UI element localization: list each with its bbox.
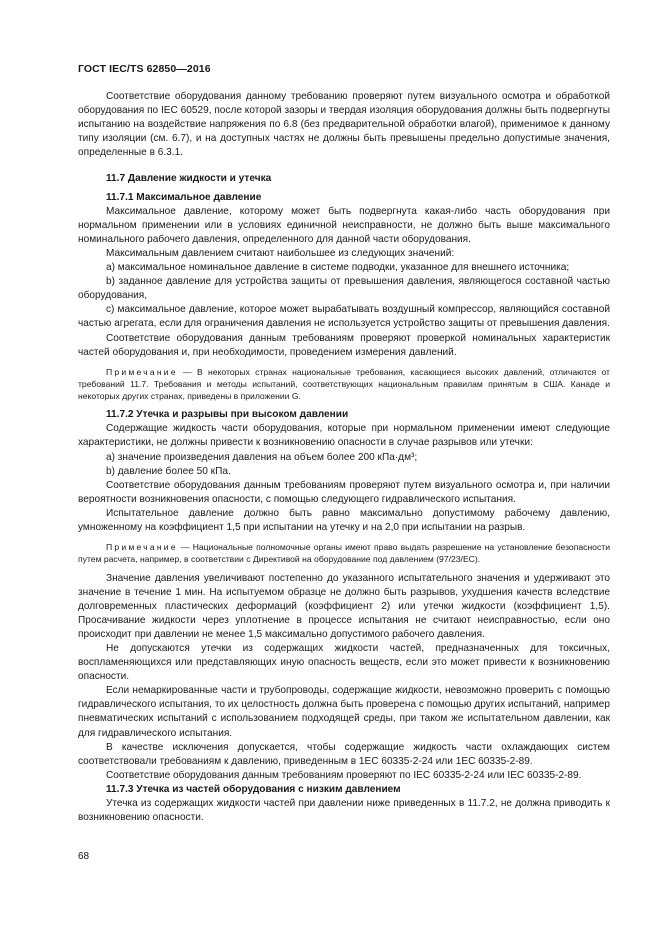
paragraph: Испытательное давление должно быть равно максимально допустимому рабочему давлению, умноженному на коэффициент 1,5 при испытании на утечку и на 2,0 при испытании на разрыв. bbox=[78, 507, 610, 534]
paragraph: Соответствие оборудования данным требованиям проверяют путем визуального осмотра и, при наличии вероятности возникновения опасности, с помощью следующего гидравлического испытания. bbox=[78, 479, 610, 505]
paragraph: Если немаркированные части и трубопроводы, содержащие жидкости, невозможно проверить с помощью гидравлического испытания, то их целостность должна быть проверена с помощью других испытаний, например пневматических испытаний с использованием подходящей среды, при таком же испытательном давлении, как для гидравлического испытания. bbox=[78, 685, 610, 739]
note-text: — В некоторых странах национальные требования, касающиеся высоких давлений, отличаются от требований 11.7. Требования и методы испытаний, соответствующих национальным правилам принятым в США. Канаде и некоторых других странах, приведены в приложении G. bbox=[78, 366, 610, 402]
list-item: b) заданное давление для устройства защиты от превышения давления, являющегося составной частью оборудования, bbox=[78, 276, 610, 302]
paragraph: Максимальным давлением считают наибольшее из следующих значений: bbox=[106, 247, 455, 259]
paragraph: Утечка из содержащих жидкости частей при давлении ниже приведенных в 11.7.2, не должна приводить к возникновению опасности. bbox=[78, 798, 610, 824]
section-heading-11-7-3: 11.7.3 Утечка из частей оборудования с низким давлением bbox=[106, 783, 401, 795]
page-number: 68 bbox=[78, 851, 90, 862]
paragraph: В качестве исключения допускается, чтобы содержащие жидкость части охлаждающих систем соответствовали требованиям к давлению, приведенным в 1EC 60335-2-24 или 1EC 60335-2-89. bbox=[78, 741, 610, 767]
paragraph: Соответствие оборудования данным требованиям проверяют проверкой номинальных характеристик частей оборудования и, при необходимости, проведением измерения давлений. bbox=[78, 332, 610, 358]
document-body bbox=[78, 90, 610, 825]
section-heading-11-7-1: 11.7.1 Максимальное давление bbox=[106, 191, 262, 203]
paragraph: Максимальное давление, которому может быть подвергнута какая-либо часть оборудования при нормальном применении или в условиях единичной неисправности, не должно быть выше максимального номинального рабочего давления, определенного для данной части оборудования. bbox=[78, 205, 610, 245]
paragraph: Не допускаются утечки из содержащих жидкости частей, предназначенных для токсичных, воспламеняющихся или представляющих иную опасность веществ, если это может привести к возникновению опасности. bbox=[78, 643, 610, 683]
standard-header: ГОСТ IEC/TS 62850—2016 bbox=[78, 63, 211, 75]
list-item: b) давление более 50 кПа. bbox=[106, 465, 231, 477]
list-item: a) максимальное номинальное давление в системе подводки, указанное для внешнего источника; bbox=[106, 262, 570, 274]
note bbox=[78, 366, 610, 403]
note-label: Примечание bbox=[106, 542, 178, 553]
note-text: — Национальные полномочные органы имеют право выдать разрешение на установление безопасности путем расчета, например, в соответствии с Директивой на оборудование под давлением (97/23/EC). bbox=[78, 542, 610, 565]
note-label: Примечание bbox=[106, 366, 178, 377]
paragraph: Соответствие оборудования данному требованию проверяют путем визуального осмотра и обработкой оборудования по IEC 60529, после которой зазоры и твердая изоляция оборудования должны быть подвергнуты испытанию на воздействие напряжения по 6.8 (без предварительной обработки влагой), применимое к данному типу изоляции (см. 6.7), и на доступных частях не должны быть превышены предельно допустимые значения, определенные в 6.3.1. bbox=[78, 91, 610, 159]
list-item: a) значение произведения давления на объем более 200 кПа·дм³; bbox=[106, 451, 418, 463]
paragraph: Содержащие жидкость части оборудования, которые при нормальном применении имеют следующие характеристики, не должны привести к возникновению опасности в случае разрывов или утечки: bbox=[78, 423, 610, 449]
paragraph: Соответствие оборудования данным требованиям проверяют по IEC 60335-2-24 или IEC 60335-2-89. bbox=[106, 769, 582, 781]
section-heading-11-7-2: 11.7.2 Утечка и разрывы при высоком давлении bbox=[106, 409, 349, 421]
note bbox=[78, 541, 610, 565]
paragraph: Значение давления увеличивают постепенно до указанного испытательного значения и удерживают это значение в течение 1 мин. На испытуемом образце не должно быть разрывов, ухудшения качеств вследствие долговременных пластических деформаций (коэффициент 2) или утечки жидкости (коэффициент 1,5). Просачивание жидкости через уплотнение в процессе испытания не считают неисправностью, если оно происходит при давлении не менее 1,5 максимально допустимого рабочего давления. bbox=[78, 572, 610, 640]
list-item: c) максимальное давление, которое может вырабатывать воздушный компрессор, являющийся составной частью агрегата, если для ограничения давления не используется устройство защиты от превышения давления. bbox=[78, 304, 610, 330]
section-heading-11-7: 11.7 Давление жидкости и утечка bbox=[106, 173, 272, 185]
